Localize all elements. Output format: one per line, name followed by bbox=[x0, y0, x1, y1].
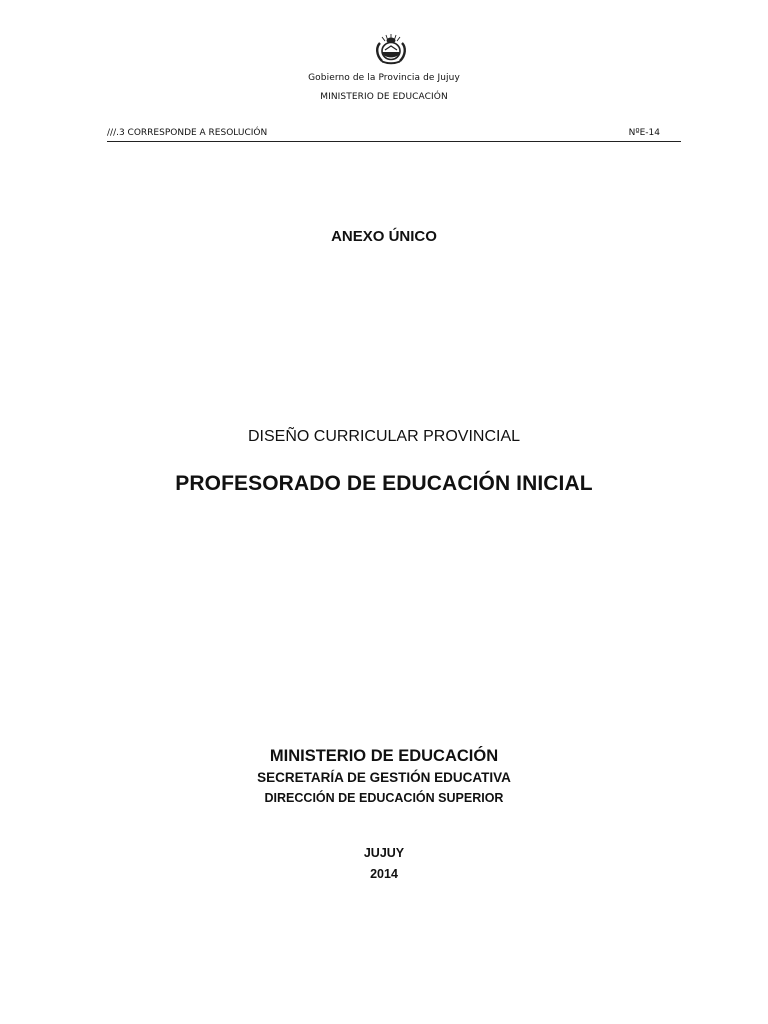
provincial-coat-of-arms-icon bbox=[373, 33, 409, 65]
footer-place: JUJUY bbox=[363, 846, 405, 860]
resolution-number: NºE-14 bbox=[628, 128, 660, 138]
footer-ministry: MINISTERIO DE EDUCACIÓN bbox=[269, 747, 499, 765]
annex-title: ANEXO ÚNICO bbox=[331, 228, 437, 245]
ministry-header: MINISTERIO DE EDUCACIÓN bbox=[320, 92, 448, 102]
resolution-reference: ///.3 CORRESPONDE A RESOLUCIÓN bbox=[107, 128, 268, 138]
footer-secretariat: SECRETARÍA DE GESTIÓN EDUCATIVA bbox=[257, 770, 511, 785]
resolution-reference-row bbox=[107, 127, 681, 142]
design-title: DISEÑO CURRICULAR PROVINCIAL bbox=[247, 428, 521, 445]
government-name: Gobierno de la Provincia de Jujuy bbox=[308, 73, 460, 83]
footer-year: 2014 bbox=[370, 867, 398, 881]
footer-directorate: DIRECCIÓN DE EDUCACIÓN SUPERIOR bbox=[264, 791, 504, 805]
program-title: PROFESORADO DE EDUCACIÓN INICIAL bbox=[175, 472, 593, 495]
